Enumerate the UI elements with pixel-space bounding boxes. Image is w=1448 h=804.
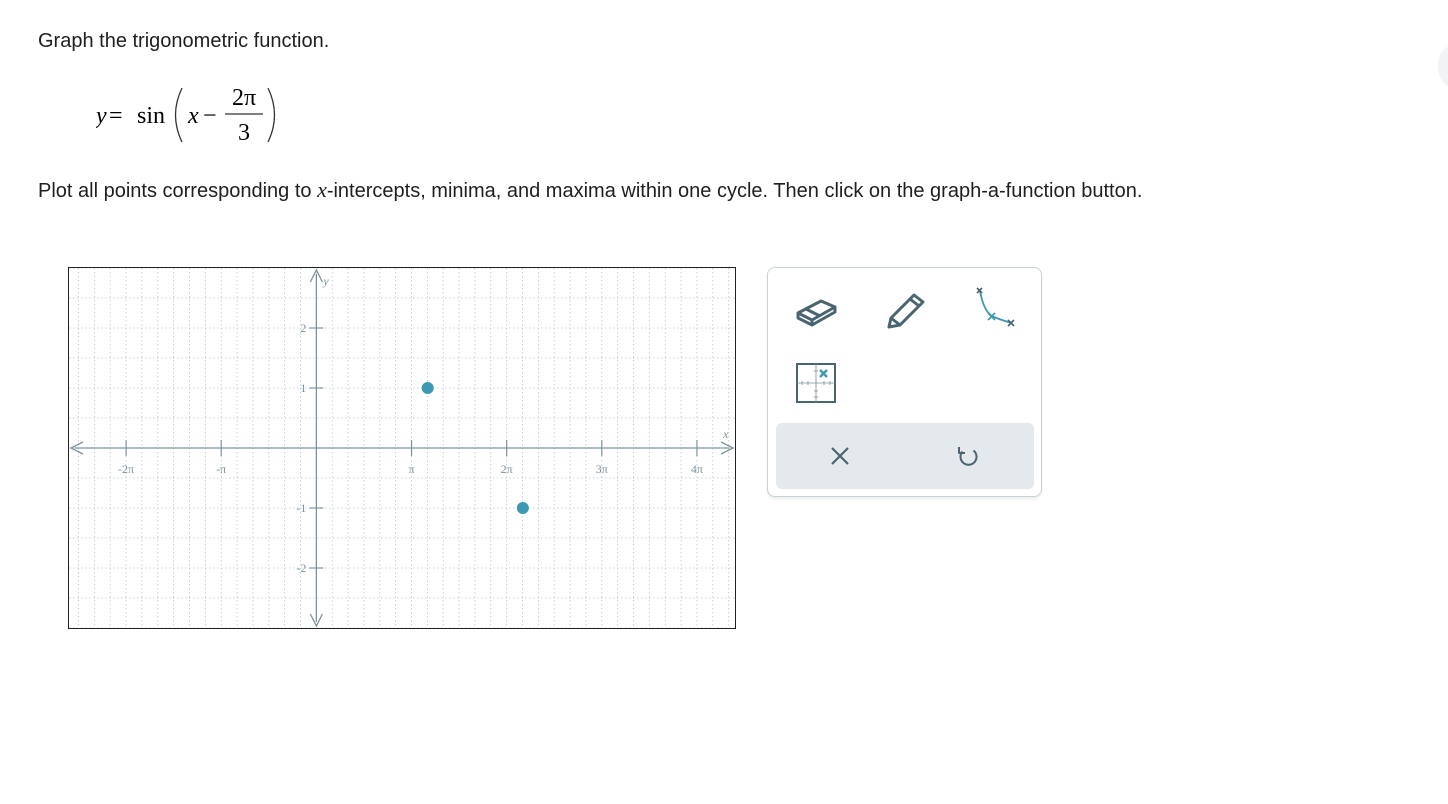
graph-function-icon [970,283,1022,331]
y-tick-label: -2 [296,561,307,575]
y-tick-label: 2 [300,321,307,335]
grid-points-icon [794,361,838,405]
task-text-after: -intercepts, minima, and maxima within one cycle. Then click on the graph-a-function button. [326,180,1143,202]
right-paren [268,88,275,142]
graph-canvas[interactable] [68,267,736,629]
x-tick-label: -π [216,462,227,476]
x-tick-label: 2π [500,462,513,476]
instruction-text: Graph the trigonometric function. [38,30,330,52]
eq-minus: − [203,103,217,129]
side-panel-tab[interactable] [1438,46,1448,86]
clear-button[interactable] [810,431,870,481]
pencil-icon [882,287,930,331]
x-tick-label: π [408,462,415,476]
eraser-icon [792,289,840,329]
undo-icon [955,443,981,469]
graph-function-button[interactable] [968,282,1024,332]
equation-svg [96,78,296,150]
plotted-point[interactable] [422,382,434,394]
graph-toolbox [767,267,1042,497]
eq-lhs: y [96,103,107,129]
plotted-point[interactable] [517,502,529,514]
point-plot-button[interactable] [788,358,844,408]
y-tick-label: -1 [296,501,307,515]
x-tick-label: 3π [595,462,608,476]
undo-button[interactable] [938,431,998,481]
eraser-tool-button[interactable] [788,284,844,334]
clear-icon [828,444,852,468]
eq-func: sin [137,103,166,129]
action-bar [776,423,1034,489]
eq-numerator: 2π [231,85,257,111]
eq-equals: = [109,103,123,129]
x-tick-label: 4π [690,462,703,476]
y-axis-label: y [323,274,329,288]
task-text-before: Plot all points corresponding to [38,180,318,202]
eq-var: x [188,103,199,129]
left-paren [176,88,183,142]
y-tick-label: 1 [300,381,307,395]
task-x-variable: x [317,177,327,202]
eq-denominator: 3 [238,120,250,146]
coordinate-plane[interactable] [69,268,735,628]
pencil-tool-button[interactable] [878,284,934,334]
task-text [38,177,1142,203]
x-tick-label: -2π [118,462,135,476]
equation [96,78,296,148]
x-axis-label: x [723,427,729,441]
